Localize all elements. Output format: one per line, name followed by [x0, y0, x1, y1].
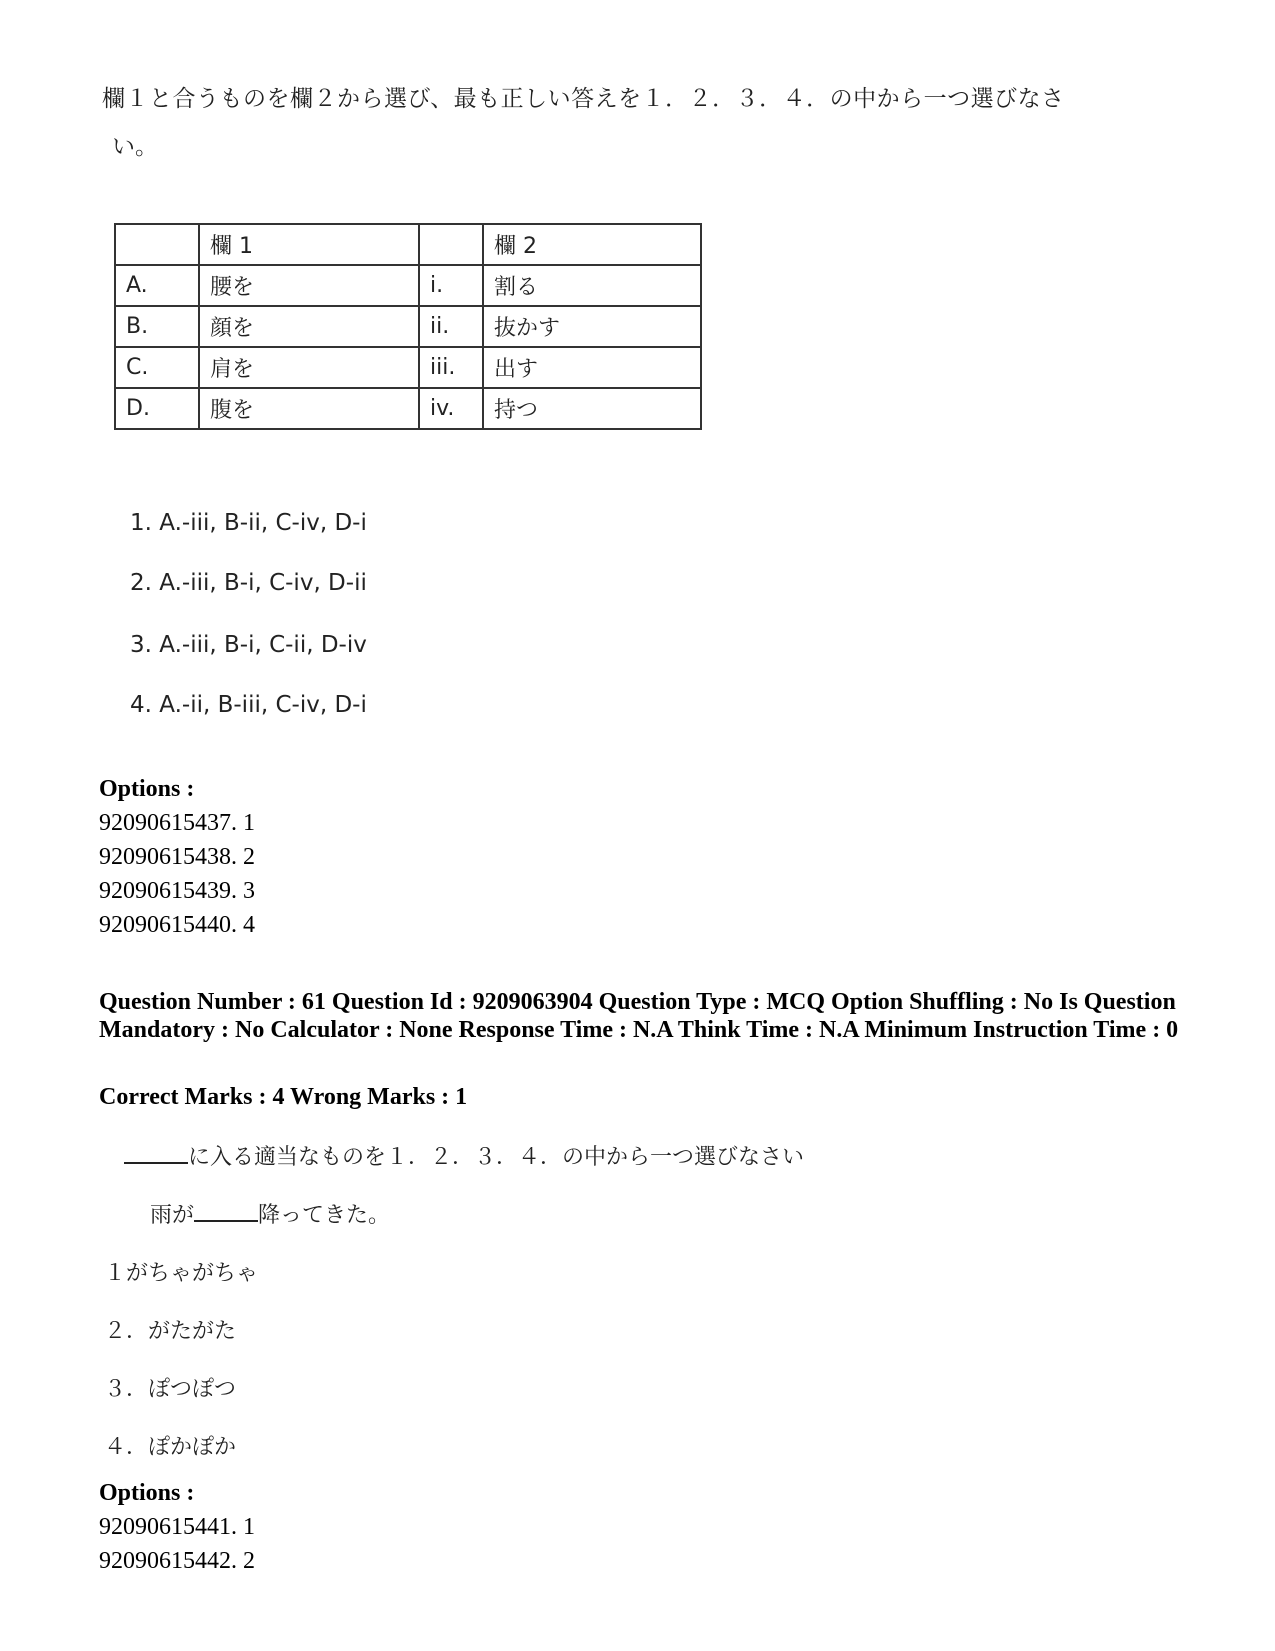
- option-item: 92090615439. 3: [99, 878, 255, 904]
- column-1-cell: 顔を: [199, 306, 419, 347]
- row-label: C.: [115, 347, 199, 388]
- row-numeral: i.: [419, 265, 483, 306]
- column-1-cell: 腰を: [199, 265, 419, 306]
- row-numeral: iv.: [419, 388, 483, 429]
- question-meta: Question Number : 61 Question Id : 9209063904 Question Type : MCQ Option Shuffling : No Is Question Mandatory : No Calculator : None Response Time : N.A Think Time : N.A Minimum Instruction Time : 0: [99, 989, 1179, 1043]
- sentence-blank: [194, 1200, 258, 1222]
- question-instruction-continued: い。: [112, 134, 158, 160]
- column-2-cell: 抜かす: [483, 306, 701, 347]
- options-heading: Options :: [99, 1480, 195, 1506]
- sentence-start: 雨が: [150, 1203, 195, 1228]
- column-2-cell: 出す: [483, 347, 701, 388]
- column-2-cell: 持つ: [483, 388, 701, 429]
- table-cell: [419, 224, 483, 265]
- row-label: D.: [115, 388, 199, 429]
- matching-table: [114, 223, 702, 430]
- table-row: [115, 388, 701, 429]
- option-item: 92090615437. 1: [99, 810, 255, 836]
- option-item: 92090615441. 1: [99, 1514, 255, 1540]
- row-numeral: ii.: [419, 306, 483, 347]
- table-cell: [115, 224, 199, 265]
- table-row: [115, 265, 701, 306]
- question-instruction: [124, 1140, 804, 1171]
- answer-choice-4: ４．ぽかぽか: [104, 1435, 237, 1460]
- column-1-header: 欄 1: [199, 224, 419, 265]
- option-item: 92090615440. 4: [99, 912, 255, 938]
- table-row: [115, 306, 701, 347]
- column-2-cell: 割る: [483, 265, 701, 306]
- table-header-row: [115, 224, 701, 265]
- question-marks: Correct Marks : 4 Wrong Marks : 1: [99, 1084, 468, 1110]
- question-instruction: 欄１と合うものを欄２から選び、最も正しい答えを１．２．３．４．の中から一つ選びなさ: [102, 86, 1065, 112]
- answer-choice-3: 3. A.-iii, B-i, C-ii, D-iv: [130, 632, 367, 658]
- row-label: A.: [115, 265, 199, 306]
- row-label: B.: [115, 306, 199, 347]
- question-sentence: [150, 1198, 390, 1229]
- row-numeral: iii.: [419, 347, 483, 388]
- answer-choice-2: ２．がたがた: [104, 1319, 237, 1344]
- column-1-cell: 肩を: [199, 347, 419, 388]
- answer-choice-1: １がちゃがちゃ: [104, 1261, 259, 1286]
- answer-choice-2: 2. A.-iii, B-i, C-iv, D-ii: [130, 570, 367, 596]
- instruction-text: に入る適当なものを１．２．３．４．の中から一つ選びなさい: [188, 1145, 805, 1170]
- answer-choice-3: ３．ぽつぽつ: [104, 1377, 237, 1402]
- sentence-end: 降ってきた。: [258, 1203, 391, 1228]
- option-item: 92090615442. 2: [99, 1548, 255, 1574]
- option-item: 92090615438. 2: [99, 844, 255, 870]
- answer-blank: [124, 1142, 188, 1164]
- table-row: [115, 347, 701, 388]
- options-heading: Options :: [99, 776, 195, 802]
- answer-choice-1: 1. A.-iii, B-ii, C-iv, D-i: [130, 510, 367, 536]
- column-1-cell: 腹を: [199, 388, 419, 429]
- answer-choice-4: 4. A.-ii, B-iii, C-iv, D-i: [130, 692, 367, 718]
- column-2-header: 欄 2: [483, 224, 701, 265]
